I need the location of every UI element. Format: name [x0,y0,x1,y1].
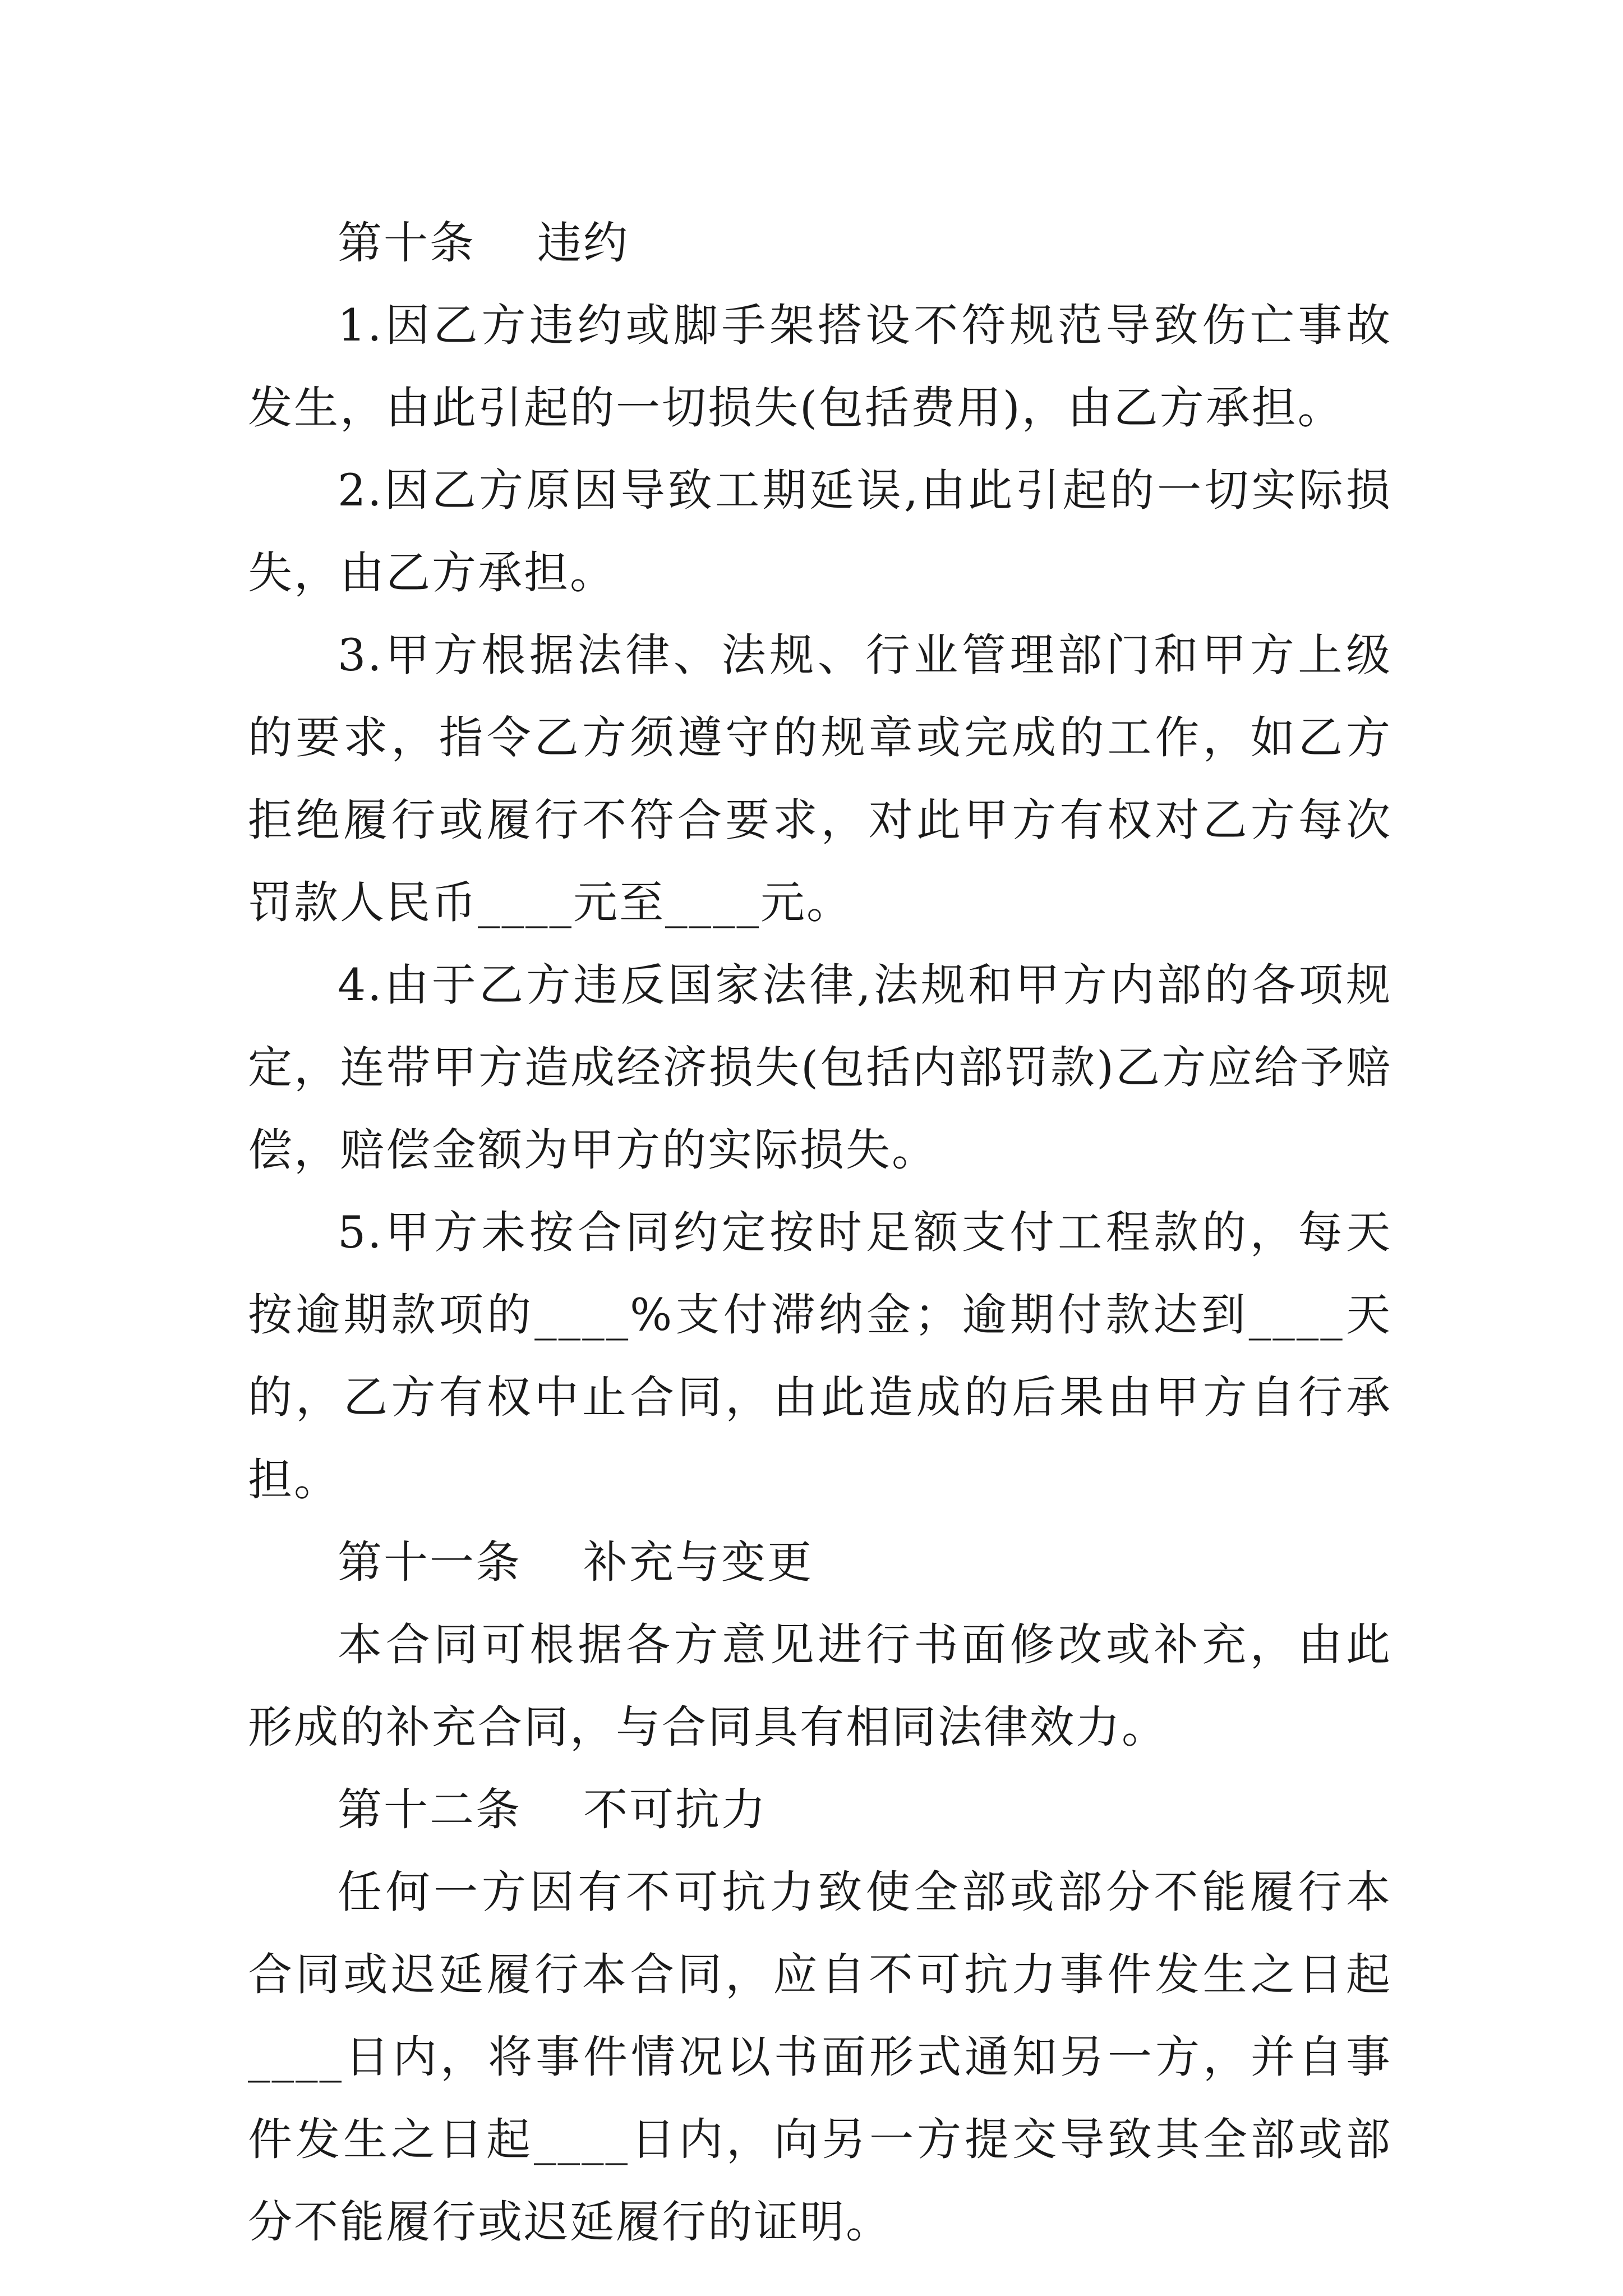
article-12-heading [248,1769,1392,1851]
article-10-item-4: 4.由于乙方违反国家法律,法规和甲方内部的各项规定，连带甲方造成经济损失(包括内部罚款)乙方应给予赔偿，赔偿金额为甲方的实际损失。 [248,959,1392,1176]
article-11-heading [248,1521,1392,1604]
article-12-number: 第十二条 [338,1784,522,1835]
article-11-number: 第十一条 [338,1536,522,1588]
article-10-item-2: 2.因乙方原因导致工期延误,由此引起的一切实际损失，由乙方承担。 [248,464,1392,599]
article-10-item-1: 1.因乙方违约或脚手架搭设不符规范导致伤亡事故发生，由此引起的一切损失(包括费用)，由乙方承担。 [248,300,1392,434]
contract-text [248,202,1392,2263]
article-12-body: 任何一方因有不可抗力致使全部或部分不能履行本合同或迟延履行本合同，应自不可抗力事件发生之日起____日内，将事件情况以书面形式通知另一方，并自事件发生之日起____日内，向另一方提交导致其全部或部分不能履行或迟延履行的证明。 [248,1866,1392,2248]
article-10-item-3: 3.甲方根据法律、法规、行业管理部门和甲方上级的要求，指令乙方须遵守的规章或完成的工作，如乙方拒绝履行或履行不符合要求，对此甲方有权对乙方每次罚款人民币____元至____元。 [248,629,1392,928]
article-11-body: 本合同可根据各方意见进行书面修改或补充，由此形成的补充合同，与合同具有相同法律效力。 [248,1619,1392,1753]
article-11-title: 补充与变更 [583,1536,813,1588]
article-10-number: 第十条 [338,217,476,269]
article-10-title: 违约 [537,217,629,269]
article-12-title: 不可抗力 [583,1784,767,1835]
article-10-heading [248,202,1392,284]
article-10-item-5: 5.甲方未按合同约定按时足额支付工程款的，每天按逾期款项的____%支付滞纳金；逾期付款达到____天的，乙方有权中止合同，由此造成的后果由甲方自行承担。 [248,1207,1392,1506]
